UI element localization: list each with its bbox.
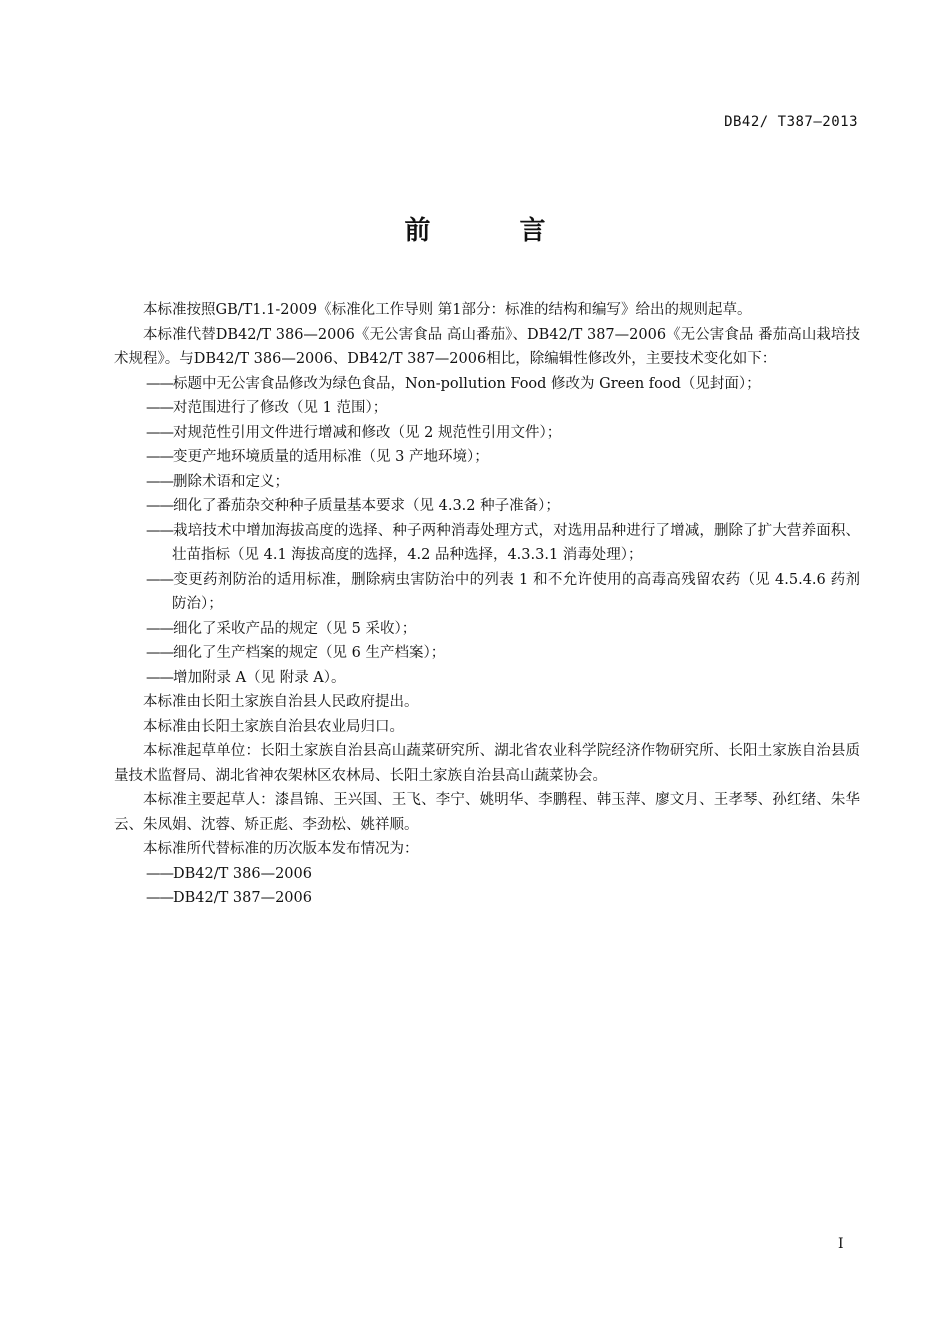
- list-item-text: 细化了番茄杂交种种子质量基本要求（见 4.3.2 种子准备）；: [173, 498, 560, 514]
- paragraph-drafters: 本标准主要起草人：漆昌锦、王兴国、王飞、李宁、姚明华、李鹏程、韩玉萍、廖文月、王孝琴、孙红绪、朱华云、朱凤娟、沈蓉、矫正彪、李劲松、姚祥顺。: [114, 792, 860, 833]
- paragraph-centralized-by: 本标准由长阳土家族自治县农业局归口。: [143, 718, 404, 735]
- dash-marker: ——: [146, 498, 173, 514]
- dash-marker: ——: [146, 620, 173, 637]
- list-item-text: 增加附录 A（见 附录 A）。: [173, 669, 346, 686]
- paragraph-drafting-units: 本标准起草单位：长阳土家族自治县高山蔬菜研究所、湖北省农业科学院经济作物研究所、长阳土家族自治县质量技术监督局、湖北省神农架林区农林局、长阳土家族自治县高山蔬菜协会。: [114, 743, 860, 784]
- dash-marker: ——: [146, 522, 173, 539]
- list-item-text: 变更药剂防治的适用标准，删除病虫害防治中的列表 1 和不允许使用的高毒高残留农药（见 4.5.4.6 药剂防治）；: [172, 571, 860, 612]
- list-item-text: 对范围进行了修改（见 1 范围）；: [173, 400, 388, 416]
- dash-marker: ——: [146, 424, 173, 441]
- changes-list: [114, 372, 860, 691]
- paragraph-history-intro: 本标准所代替标准的历次版本发布情况为：: [143, 841, 419, 857]
- list-item: [114, 421, 860, 446]
- page-number: I: [838, 1236, 844, 1252]
- list-item-text: 变更产地环境质量的适用标准（见 3 产地环境）；: [173, 449, 489, 465]
- list-item-text: 细化了生产档案的规定（见 6 生产档案）；: [173, 645, 446, 661]
- list-item-text: DB42/T 386—2006: [173, 865, 312, 882]
- document-code: DB42/ T387—2013: [724, 114, 858, 130]
- list-item-text: 标题中无公害食品修改为绿色食品，Non-pollution Food 修改为 Green food（见封面）；: [173, 375, 761, 392]
- dash-marker: ——: [146, 890, 173, 906]
- paragraph-replacement: 本标准代替DB42/T 386—2006《无公害食品 高山番茄》、DB42/T 387—2006《无公害食品 番茄高山栽培技术规程》。与DB42/T 386—2006、DB42/T 387—2006相比，除编辑性修改外，主要技术变化如下：: [114, 326, 860, 367]
- dash-marker: ——: [146, 865, 173, 882]
- history-list: [114, 862, 860, 911]
- dash-marker: ——: [146, 375, 173, 392]
- list-item: [114, 641, 860, 666]
- list-item: [114, 666, 860, 691]
- dash-marker: ——: [146, 473, 173, 490]
- dash-marker: ——: [146, 669, 173, 686]
- list-item: [114, 445, 860, 470]
- page-title: 前 言: [404, 216, 586, 246]
- list-item: [114, 862, 860, 887]
- list-item: [114, 519, 860, 568]
- list-item: [114, 396, 860, 421]
- dash-marker: ——: [146, 571, 173, 588]
- dash-marker: ——: [146, 449, 173, 465]
- list-item-text: DB42/T 387—2006: [173, 890, 312, 906]
- dash-marker: ——: [146, 645, 173, 661]
- list-item: [114, 617, 860, 642]
- list-item: [114, 470, 860, 495]
- list-item-text: 删除术语和定义；: [173, 473, 289, 490]
- dash-marker: ——: [146, 400, 173, 416]
- list-item: [114, 494, 860, 519]
- list-item: [114, 886, 860, 911]
- list-item-text: 栽培技术中增加海拔高度的选择、种子两种消毒处理方式，对选用品种进行了增减，删除了扩大营养面积、壮苗指标（见 4.1 海拔高度的选择，4.2 品种选择，4.3.3.1 消毒处理）；: [172, 522, 860, 563]
- list-item-text: 细化了采收产品的规定（见 5 采收）；: [173, 620, 417, 637]
- list-item-text: 对规范性引用文件进行增减和修改（见 2 规范性引用文件）；: [173, 424, 562, 441]
- list-item: [114, 372, 860, 397]
- paragraph-proposed-by: 本标准由长阳土家族自治县人民政府提出。: [143, 694, 419, 710]
- list-item: [114, 568, 860, 617]
- paragraph-drafting-rules: 本标准按照GB/T1.1-2009《标准化工作导则 第1部分：标准的结构和编写》给出的规则起草。: [143, 302, 752, 318]
- foreword-body: [114, 298, 860, 911]
